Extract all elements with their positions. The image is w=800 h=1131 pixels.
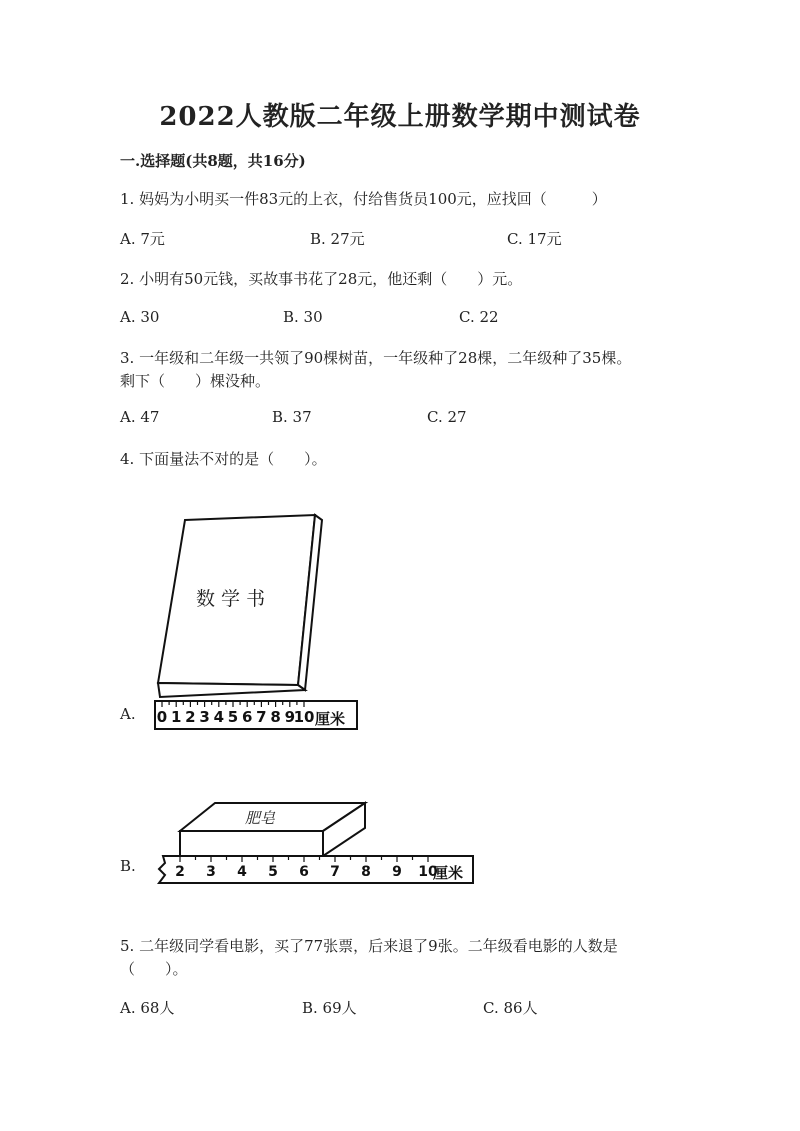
option-3b[interactable]: B. 37 — [272, 408, 312, 426]
ruler-a-number: 5 — [227, 708, 239, 726]
option-1c[interactable]: C. 17元 — [507, 230, 562, 248]
ruler-b-number: 8 — [361, 864, 371, 880]
ruler-a-number: 3 — [199, 708, 210, 726]
ruler-a-numbers — [157, 708, 315, 726]
option-2b[interactable]: B. 30 — [283, 308, 323, 326]
ruler-b-number: 7 — [330, 864, 340, 880]
ruler-a-number: 0 — [156, 708, 168, 726]
ruler-a-number: 10 — [293, 708, 315, 726]
question-4: 4. 下面量法不对的是（ ）。 — [120, 450, 327, 468]
option-5a[interactable]: A. 68人 — [120, 999, 175, 1017]
ruler-a-number: 2 — [185, 708, 196, 726]
option-5b[interactable]: B. 69人 — [302, 999, 357, 1017]
ruler-b-numbers — [175, 864, 438, 880]
option-5c[interactable]: C. 86人 — [483, 999, 538, 1017]
ruler-b-unit: 厘米 — [433, 864, 464, 882]
question-2: 2. 小明有50元钱，买故事书花了28元，他还剩（ ）元。 — [120, 270, 523, 288]
option-1b[interactable]: B. 27元 — [310, 230, 365, 248]
option-1a[interactable]: A. 7元 — [120, 230, 165, 248]
question-1: 1. 妈妈为小明买一件83元的上衣，付给售货员100元，应找回（ ） — [120, 190, 607, 208]
ruler-b-number: 4 — [237, 864, 247, 880]
section-heading: 一.选择题(共8题，共16分) — [120, 152, 306, 170]
question-5-line-2: （ ）。 — [120, 960, 188, 978]
option-4b[interactable]: B. — [120, 857, 136, 875]
ruler-a-number: 7 — [256, 708, 267, 726]
ruler-b-number: 10 — [418, 864, 438, 880]
ruler-a-unit: 厘米 — [315, 710, 346, 728]
ruler-a-number: 8 — [270, 708, 281, 726]
soap-label: 肥皂 — [245, 809, 276, 827]
option-2c[interactable]: C. 22 — [459, 308, 499, 326]
soap-on-ruler-figure — [155, 793, 480, 893]
ruler-b-number: 9 — [392, 864, 402, 880]
ruler-b-number: 5 — [268, 864, 278, 880]
ruler-a-number: 9 — [284, 708, 296, 726]
book-on-ruler-figure — [150, 505, 370, 735]
ruler-b-number: 6 — [299, 864, 309, 880]
page-title: 2022人教版二年级上册数学期中测试卷 — [159, 102, 641, 132]
ruler-b-number: 2 — [175, 864, 185, 880]
question-5-line-1: 5. 二年级同学看电影，买了77张票，后来退了9张。二年级看电影的人数是 — [120, 937, 618, 955]
ruler-a-number: 6 — [241, 708, 253, 726]
question-3-line-1: 3. 一年级和二年级一共领了90棵树苗，一年级种了28棵，二年级种了35棵。 — [120, 349, 632, 367]
option-2a[interactable]: A. 30 — [120, 308, 160, 326]
option-3c[interactable]: C. 27 — [427, 408, 467, 426]
option-4a[interactable]: A. — [120, 705, 136, 723]
option-3a[interactable]: A. 47 — [120, 408, 160, 426]
ruler-b-number: 3 — [206, 864, 216, 880]
book-label: 数 学 书 — [196, 588, 266, 610]
ruler-a-number: 4 — [213, 708, 225, 726]
question-3-line-2: 剩下（ ）棵没种。 — [120, 372, 271, 390]
ruler-a-number: 1 — [170, 708, 182, 726]
